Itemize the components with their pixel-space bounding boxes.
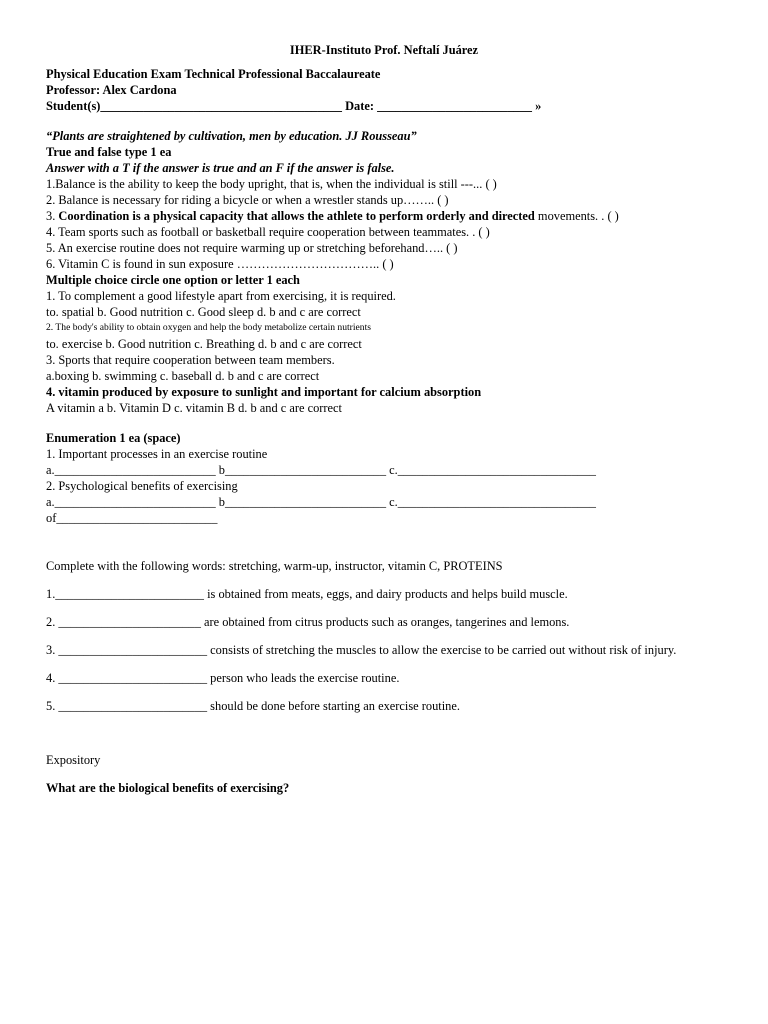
mc-question-2: 2. The body's ability to obtain oxygen and help the body metabolize certain nutrients <box>46 322 371 333</box>
tf-question-6: 6. Vitamin C is found in sun exposure …………………………….. ( ) <box>46 257 394 271</box>
enumeration-heading: Enumeration 1 ea (space) <box>46 431 181 445</box>
tf-question-3-bold: Coordination is a physical capacity that allows the athlete to perform orderly and directed <box>58 209 535 223</box>
enum-question-2-blanks[interactable]: a.__________________________ b__________________________ c.________________________________ <box>46 495 596 509</box>
mc-question-3-options: a.boxing b. swimming c. baseball d. b and c are correct <box>46 369 320 383</box>
expository-question: What are the biological benefits of exercising? <box>46 781 290 795</box>
mc-question-2-options: to. exercise b. Good nutrition c. Breathing d. b and c are correct <box>46 337 362 351</box>
student-date-line: Student(s)_______________________________________ Date: _________________________ » <box>46 99 542 113</box>
enum-question-1-blanks[interactable]: a.__________________________ b__________________________ c.________________________________ <box>46 463 596 477</box>
completion-item-2[interactable]: 2. _______________________ are obtained from citrus products such as oranges, tangerines and lemons. <box>46 615 570 629</box>
enum-question-2-extra-blank[interactable]: of__________________________ <box>46 511 218 525</box>
mc-question-1: 1. To complement a good lifestyle apart from exercising, it is required. <box>46 289 396 303</box>
tf-question-4: 4. Team sports such as football or basketball require cooperation between teammates. . ( ) <box>46 225 490 239</box>
rousseau-quote: “Plants are straightened by cultivation, men by education. JJ Rousseau” <box>46 129 417 143</box>
institute-title: IHER-Instituto Prof. Neftalí Juárez <box>289 43 479 57</box>
tf-question-2: 2. Balance is necessary for riding a bicycle or when a wrestler stands up…….. ( ) <box>46 193 449 207</box>
mc-question-1-options: to. spatial b. Good nutrition c. Good sleep d. b and c are correct <box>46 305 361 319</box>
completion-item-4[interactable]: 4. ________________________ person who leads the exercise routine. <box>46 671 400 685</box>
true-false-instruction: Answer with a T if the answer is true and an F if the answer is false. <box>46 161 395 175</box>
tf-question-3-number: 3. <box>46 209 59 223</box>
completion-item-3[interactable]: 3. ________________________ consists of stretching the muscles to allow the exercise to be carried out without risk of injury. <box>46 643 677 657</box>
tf-question-3 <box>46 208 736 224</box>
expository-heading: Expository <box>46 753 101 767</box>
exam-page <box>46 42 736 796</box>
exam-title: Physical Education Exam Technical Professional Baccalaureate <box>46 67 381 81</box>
completion-item-5[interactable]: 5. ________________________ should be done before starting an exercise routine. <box>46 699 460 713</box>
tf-question-1: 1.Balance is the ability to keep the body upright, that is, when the individual is still ---... ( ) <box>46 177 497 191</box>
completion-item-1[interactable]: 1.________________________ is obtained from meats, eggs, and dairy products and helps build muscle. <box>46 587 568 601</box>
true-false-heading: True and false type 1 ea <box>46 145 172 159</box>
professor-line: Professor: Alex Cardona <box>46 83 177 97</box>
enum-question-1: 1. Important processes in an exercise routine <box>46 447 268 461</box>
mc-question-3: 3. Sports that require cooperation between team members. <box>46 353 335 367</box>
completion-instruction: Complete with the following words: stretching, warm-up, instructor, vitamin C, PROTEINS <box>46 559 503 573</box>
enum-question-2: 2. Psychological benefits of exercising <box>46 479 238 493</box>
multiple-choice-heading: Multiple choice circle one option or letter 1 each <box>46 273 300 287</box>
tf-question-5: 5. An exercise routine does not require warming up or stretching beforehand….. ( ) <box>46 241 458 255</box>
mc-question-4-options: A vitamin a b. Vitamin D c. vitamin B d. b and c are correct <box>46 401 342 415</box>
tf-question-3-rest: movements. . ( ) <box>534 209 619 223</box>
mc-question-4: 4. vitamin produced by exposure to sunlight and important for calcium absorption <box>46 385 482 399</box>
